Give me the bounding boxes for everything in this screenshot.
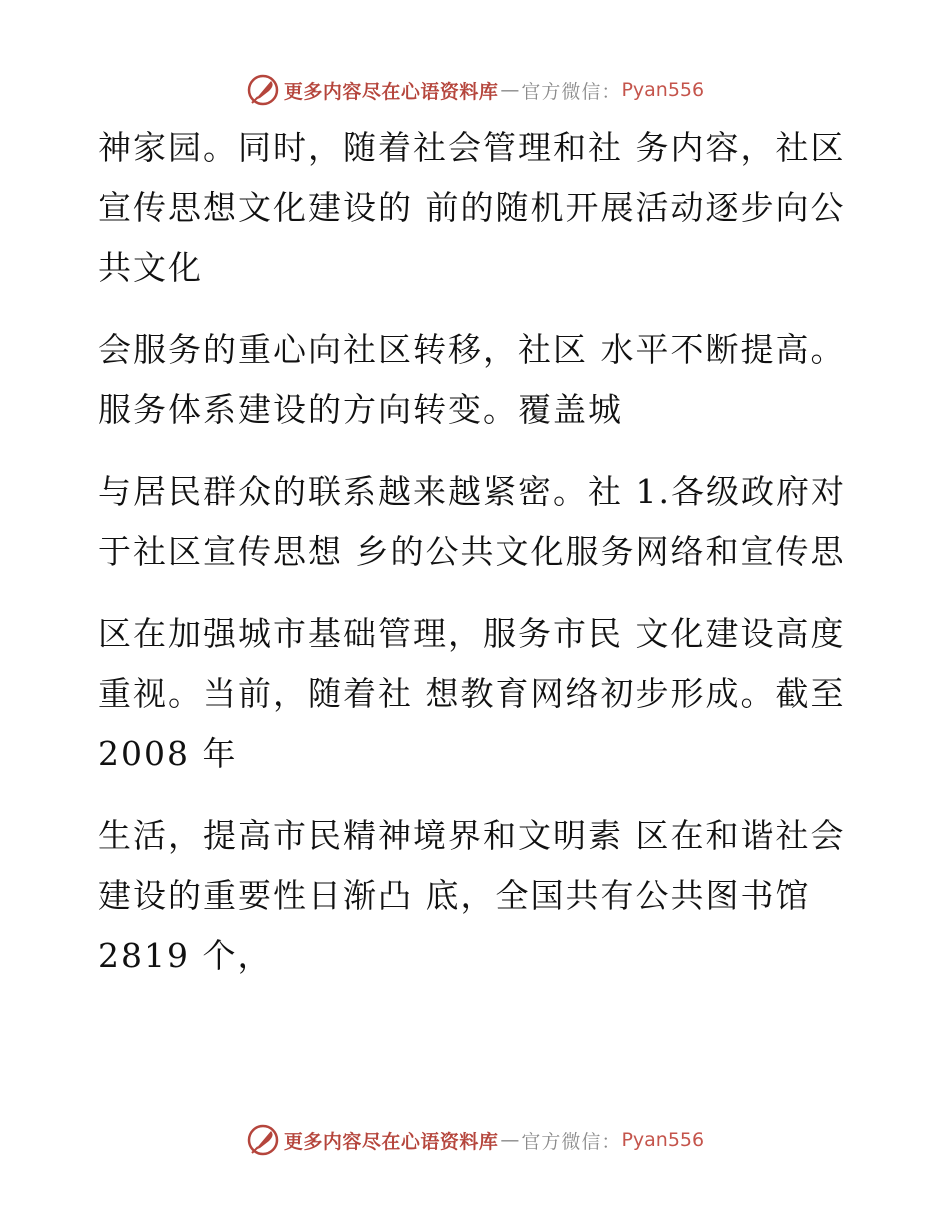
banner-dash: — (500, 79, 520, 101)
paragraph-2 (0, 320, 950, 440)
text-line: 于社区宣传思想 乡的公共文化服务网络和宣传思 (98, 532, 846, 571)
text-line: 服务体系建设的方向转变。覆盖城 (98, 390, 623, 429)
text-line: 与居民群众的联系越来越紧密。社 1.各级政府对 (98, 472, 846, 511)
feather-pen-logo-icon (246, 73, 280, 107)
text-line: 建设的重要性日渐凸 底，全国共有公共图书馆 (98, 876, 811, 915)
banner-wechat-id: Pyan556 (621, 1129, 705, 1151)
text-line: 2819 个， (98, 936, 273, 975)
paragraph-4 (0, 604, 950, 784)
banner-dash: — (500, 1129, 520, 1151)
text-line: 2008 年 (98, 734, 238, 773)
banner-wechat-id: Pyan556 (621, 79, 705, 101)
feather-pen-logo-icon (246, 1123, 280, 1157)
paragraph-3 (0, 462, 950, 582)
paragraph-1 (0, 118, 950, 298)
paragraph-5 (0, 806, 950, 986)
footer-banner (0, 1120, 950, 1160)
text-line: 神家园。同时，随着社会管理和社 务内容，社区 (98, 128, 846, 167)
banner-brand-text: 更多内容尽在心语资料库 (283, 1130, 499, 1153)
text-line: 重视。当前，随着社 想教育网络初步形成。截至 (98, 674, 846, 713)
banner-wechat-label: 官方微信： (521, 80, 622, 103)
text-line: 区在加强城市基础管理，服务市民 文化建设高度 (98, 614, 846, 653)
header-banner (0, 70, 950, 110)
document-body (0, 118, 950, 1008)
text-line: 会服务的重心向社区转移，社区 水平不断提高。 (98, 330, 846, 369)
text-line: 宣传思想文化建设的 前的随机开展活动逐步向公 (98, 188, 846, 227)
banner-brand-text: 更多内容尽在心语资料库 (283, 80, 499, 103)
banner-wechat-label: 官方微信： (521, 1130, 622, 1153)
text-line: 生活，提高市民精神境界和文明素 区在和谐社会 (98, 816, 846, 855)
text-line: 共文化 (98, 248, 203, 287)
